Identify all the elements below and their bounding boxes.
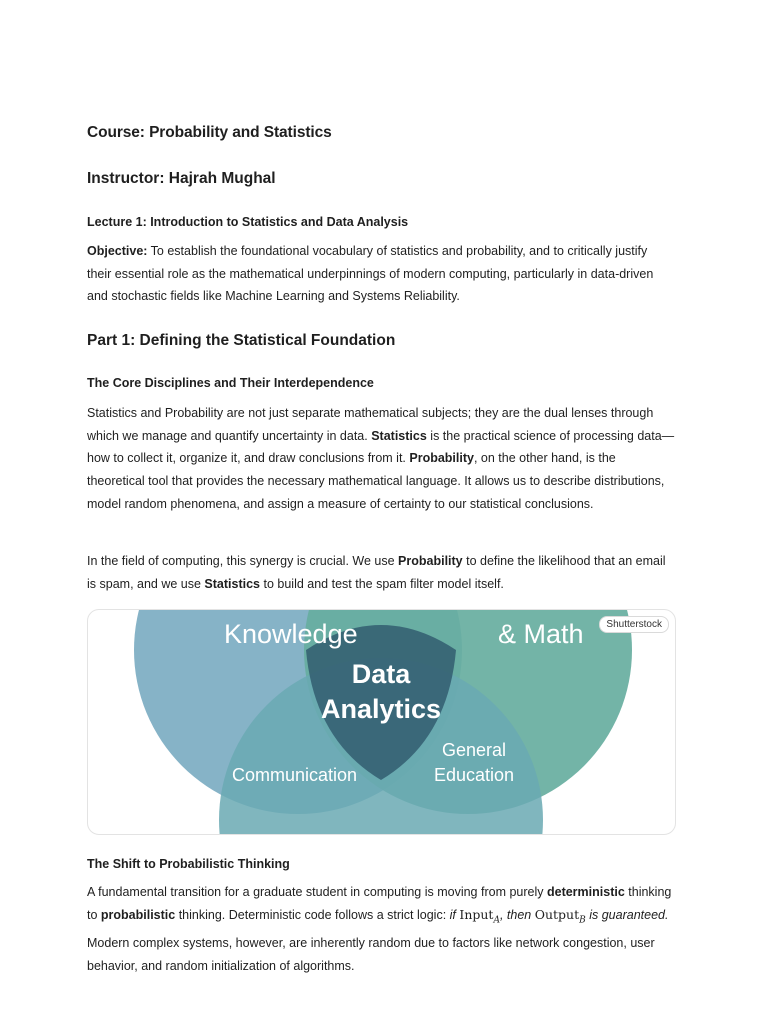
objective-label: Objective:	[87, 244, 148, 258]
synergy-paragraph	[87, 550, 675, 595]
shift-paragraph	[87, 881, 675, 977]
core-paragraph	[87, 402, 675, 516]
core-bold-probability: Probability	[409, 451, 474, 466]
shift-bold-probabilistic: probabilistic	[100, 907, 176, 922]
label-education: Education	[433, 765, 515, 785]
synergy-text-3: to build and test the spam filter model itself.	[260, 576, 504, 591]
synergy-text-2: to define the likelihood that an email is spam, and we use	[87, 554, 666, 591]
shift-text-4: Modern complex systems, however, are inherently random due to factors like network congestion, user behavior, and random initialization of algorithms.	[87, 935, 655, 973]
label-general: General	[441, 740, 507, 760]
math-input-sub: A	[493, 915, 500, 926]
synergy-bold-statistics: Statistics	[204, 576, 261, 591]
venn-diagram	[88, 610, 675, 834]
lecture-title: Lecture 1: Introduction to Statistics and Data Analysis	[87, 215, 409, 229]
shift-then: , then	[499, 907, 535, 922]
venn-diagram-figure[interactable]	[87, 609, 676, 835]
instructor-heading: Instructor: Hajrah Mughal	[87, 170, 276, 187]
shift-text-2: thinking to	[87, 885, 672, 922]
objective-text: To establish the foundational vocabulary of statistics and probability, and to critically justify their essential role as the mathematical underpinnings of modern computing, particularly in data-driven and stochastic fields like Machine Learning and Systems Reliability.	[87, 244, 654, 304]
shift-text-1: A fundamental transition for a graduate student in computing is moving from purely	[87, 885, 547, 899]
synergy-bold-probability: Probability	[398, 554, 463, 568]
label-data: Data	[351, 659, 411, 689]
math-input-word: Input	[459, 906, 494, 922]
math-input	[459, 906, 500, 926]
part1-heading: Part 1: Defining the Statistical Foundation	[87, 332, 396, 349]
objective-paragraph	[87, 240, 675, 308]
shift-guaranteed: is guaranteed.	[585, 907, 669, 922]
core-text-3: , on the other hand, is the theoretical tool that provides the necessary mathematical language. It allows us to describe distributions, model random phenomena, and assign a measure of certainty to our statistical conclusions.	[87, 451, 665, 511]
label-communication: Communication	[232, 765, 358, 785]
label-knowledge: Knowledge	[224, 619, 358, 649]
label-analytics: Analytics	[320, 694, 442, 724]
math-output-sub: B	[579, 915, 586, 926]
math-output	[534, 906, 586, 926]
core-text-1: Statistics and Probability are not just separate mathematical subjects; they are the dual lenses through which we manage and quantify uncertainty in data.	[87, 406, 654, 443]
shift-if: if	[449, 907, 460, 922]
core-bold-statistics: Statistics	[371, 428, 427, 443]
shift-bold-deterministic: deterministic	[546, 885, 625, 899]
course-title: Course: Probability and Statistics	[87, 124, 332, 141]
math-output-word: Output	[534, 906, 580, 922]
shift-text-3: thinking. Deterministic code follows a strict logic:	[175, 907, 450, 922]
core-disciplines-heading: The Core Disciplines and Their Interdependence	[87, 376, 374, 390]
label-math: & Math	[498, 619, 584, 649]
probabilistic-thinking-heading: The Shift to Probabilistic Thinking	[87, 857, 290, 871]
image-credit-badge[interactable]: Shutterstock	[599, 616, 669, 633]
core-text-2: is the practical science of processing data—how to collect it, organize it, and draw conclusions from it.	[87, 428, 675, 466]
synergy-text-1: In the field of computing, this synergy is crucial. We use	[87, 554, 399, 568]
